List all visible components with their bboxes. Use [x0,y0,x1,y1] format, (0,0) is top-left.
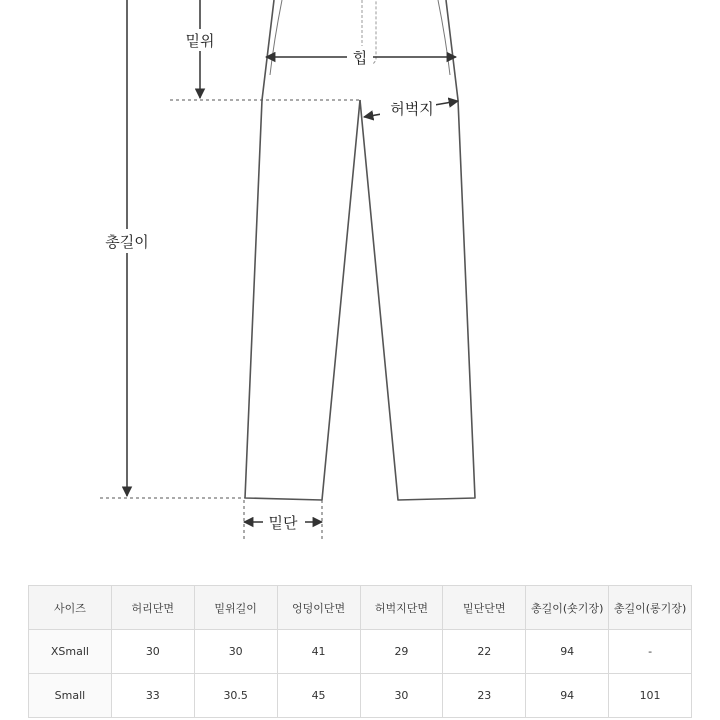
table-cell: 94 [526,674,609,718]
left-leg-outline [245,0,360,500]
left-pocket-line [270,0,282,75]
table-cell: - [609,630,692,674]
thigh-label: 허벅지 [390,100,434,118]
table-cell: 101 [609,674,692,718]
right-leg-outline [360,0,475,500]
table-cell: 29 [360,630,443,674]
table-cell: 41 [277,630,360,674]
guide-lines [100,100,360,540]
table-row [29,630,692,674]
table-cell: 30 [111,630,194,674]
header-length-short: 총길이(숏기장) [526,586,609,630]
header-size: 사이즈 [29,586,112,630]
table-cell: XSmall [29,630,112,674]
pants-outline [245,0,475,500]
header-waist: 허리단면 [111,586,194,630]
table-cell: 33 [111,674,194,718]
size-table-header-row [29,586,692,630]
rise-label: 밑위 [185,32,215,50]
header-hem: 밑단단면 [443,586,526,630]
header-rise: 밑위길이 [194,586,277,630]
header-thigh: 허벅지단면 [360,586,443,630]
table-row [29,674,692,718]
table-cell: 22 [443,630,526,674]
hem-label: 밑단 [268,514,298,532]
table-cell: 23 [443,674,526,718]
table-cell: 30 [194,630,277,674]
measure-arrows [127,0,458,522]
header-hip: 엉덩이단면 [277,586,360,630]
table-cell: 30 [360,674,443,718]
header-length-long: 총길이(롱기장) [609,586,692,630]
table-cell: 45 [277,674,360,718]
table-cell: 94 [526,630,609,674]
table-cell: Small [29,674,112,718]
table-cell: 30.5 [194,674,277,718]
right-pocket-line [438,0,450,75]
hip-label: 힙 [352,49,368,67]
total-length-label: 총길이 [105,233,149,251]
size-table [28,585,692,718]
